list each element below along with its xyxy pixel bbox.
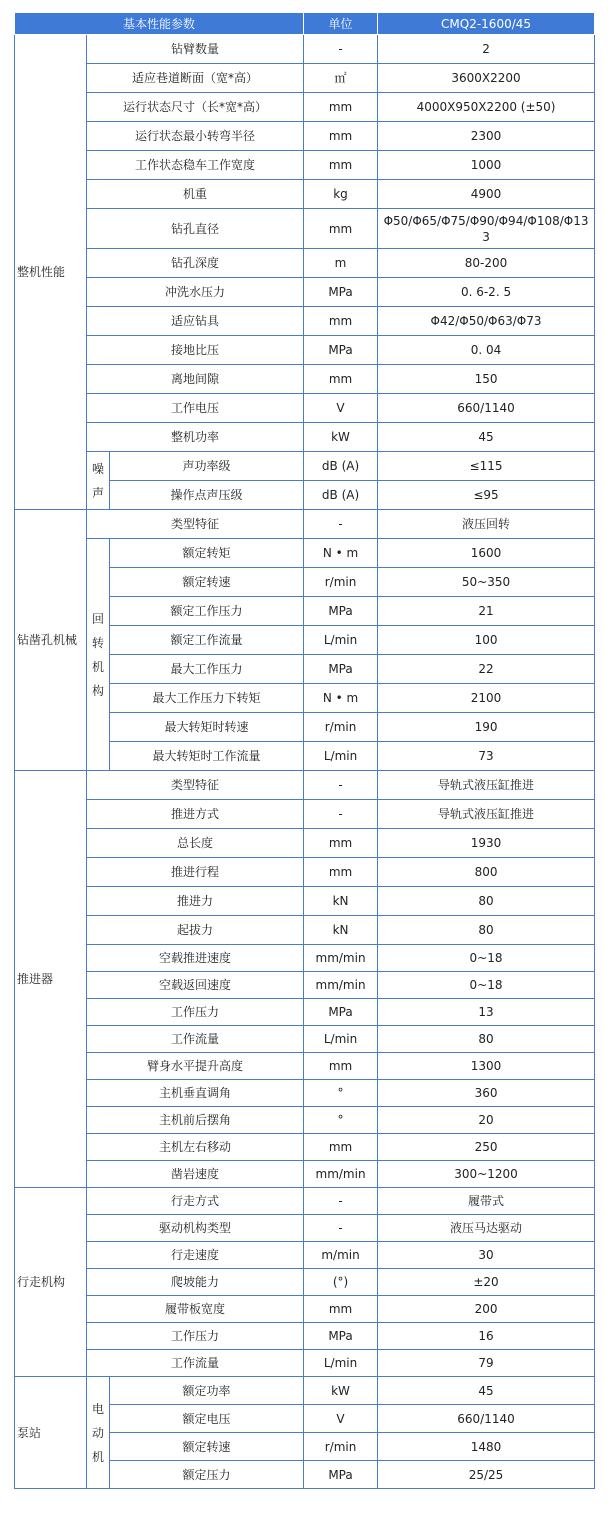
param-name-cell: 最大转矩时工作流量	[110, 742, 304, 771]
value-cell: ≤95	[378, 481, 595, 510]
table-row	[15, 180, 595, 209]
table-row	[15, 1107, 595, 1134]
param-name-cell: 主机左右移动	[87, 1134, 304, 1161]
value-cell: 79	[378, 1350, 595, 1377]
table-row	[15, 887, 595, 916]
value-cell: 2100	[378, 684, 595, 713]
value-cell: 45	[378, 423, 595, 452]
unit-cell: V	[304, 1405, 378, 1433]
value-cell: 80	[378, 916, 595, 945]
value-cell: 液压马达驱动	[378, 1215, 595, 1242]
value-cell: 4000X950X2200 (±50)	[378, 93, 595, 122]
value-cell: 导轨式液压缸推进	[378, 800, 595, 829]
value-cell: 1600	[378, 539, 595, 568]
category-cell: 钻凿孔机械	[15, 510, 87, 771]
value-cell: 1300	[378, 1053, 595, 1080]
param-name-cell: 额定转速	[110, 1433, 304, 1461]
table-row	[15, 829, 595, 858]
param-name-cell: 钻臂数量	[87, 35, 304, 64]
param-name-cell: 工作压力	[87, 1323, 304, 1350]
value-cell: 履带式	[378, 1188, 595, 1215]
value-cell: 0. 6-2. 5	[378, 278, 595, 307]
subcategory-cell	[87, 452, 110, 510]
table-row	[15, 1242, 595, 1269]
unit-cell: mm	[304, 1053, 378, 1080]
param-name-cell: 推进方式	[87, 800, 304, 829]
table-row	[15, 945, 595, 972]
param-name-cell: 额定功率	[110, 1377, 304, 1405]
unit-cell: -	[304, 771, 378, 800]
param-name-cell: 类型特征	[87, 771, 304, 800]
value-cell: 液压回转	[378, 510, 595, 539]
unit-cell: V	[304, 394, 378, 423]
spec-table-body	[15, 35, 595, 1489]
value-cell: 20	[378, 1107, 595, 1134]
unit-cell: dB (A)	[304, 481, 378, 510]
value-cell: 0. 04	[378, 336, 595, 365]
param-name-cell: 离地间隙	[87, 365, 304, 394]
unit-cell: MPa	[304, 655, 378, 684]
value-cell: 200	[378, 1296, 595, 1323]
table-row	[15, 916, 595, 945]
unit-cell: mm	[304, 307, 378, 336]
param-name-cell: 整机功率	[87, 423, 304, 452]
unit-cell: N • m	[304, 539, 378, 568]
param-name-cell: 履带板宽度	[87, 1296, 304, 1323]
unit-cell: ㎡	[304, 64, 378, 93]
unit-cell: -	[304, 800, 378, 829]
unit-cell: mm	[304, 1296, 378, 1323]
unit-cell: mm/min	[304, 972, 378, 999]
unit-cell: m/min	[304, 1242, 378, 1269]
unit-cell: mm	[304, 1134, 378, 1161]
header-param: 基本性能参数	[15, 13, 304, 35]
param-name-cell: 推进行程	[87, 858, 304, 887]
param-name-cell: 额定工作压力	[110, 597, 304, 626]
subcategory-label: 回转机构	[92, 611, 105, 698]
unit-cell: r/min	[304, 568, 378, 597]
unit-cell: mm	[304, 858, 378, 887]
table-header-row	[15, 13, 595, 35]
param-name-cell: 工作电压	[87, 394, 304, 423]
param-name-cell: 接地比压	[87, 336, 304, 365]
table-row	[15, 1269, 595, 1296]
value-cell: 100	[378, 626, 595, 655]
table-row	[15, 394, 595, 423]
table-row	[15, 64, 595, 93]
param-name-cell: 适应钻具	[87, 307, 304, 336]
table-row	[15, 1296, 595, 1323]
param-name-cell: 额定压力	[110, 1461, 304, 1489]
unit-cell: mm	[304, 209, 378, 249]
unit-cell: r/min	[304, 1433, 378, 1461]
param-name-cell: 声功率级	[110, 452, 304, 481]
value-cell: 660/1140	[378, 1405, 595, 1433]
table-row	[15, 800, 595, 829]
unit-cell: MPa	[304, 336, 378, 365]
param-name-cell: 凿岩速度	[87, 1161, 304, 1188]
param-name-cell: 最大转矩时转速	[110, 713, 304, 742]
param-name-cell: 额定转速	[110, 568, 304, 597]
param-name-cell: 行走速度	[87, 1242, 304, 1269]
param-name-cell: 行走方式	[87, 1188, 304, 1215]
unit-cell: mm/min	[304, 1161, 378, 1188]
table-row	[15, 365, 595, 394]
param-name-cell: 额定工作流量	[110, 626, 304, 655]
unit-cell: -	[304, 1188, 378, 1215]
value-cell: 660/1140	[378, 394, 595, 423]
header-model: CMQ2-1600/45	[378, 13, 595, 35]
table-row	[15, 278, 595, 307]
unit-cell: kg	[304, 180, 378, 209]
unit-cell: mm	[304, 122, 378, 151]
unit-cell: mm	[304, 93, 378, 122]
value-cell: 150	[378, 365, 595, 394]
unit-cell: L/min	[304, 1350, 378, 1377]
param-name-cell: 推进力	[87, 887, 304, 916]
table-row	[15, 999, 595, 1026]
value-cell: 2300	[378, 122, 595, 151]
category-cell: 整机性能	[15, 35, 87, 510]
unit-cell: L/min	[304, 626, 378, 655]
table-row	[15, 858, 595, 887]
table-row	[15, 452, 595, 481]
unit-cell: MPa	[304, 278, 378, 307]
category-cell: 推进器	[15, 771, 87, 1188]
unit-cell: MPa	[304, 1323, 378, 1350]
param-name-cell: 起拔力	[87, 916, 304, 945]
param-name-cell: 运行状态尺寸（长*宽*高）	[87, 93, 304, 122]
param-name-cell: 钻孔直径	[87, 209, 304, 249]
value-cell: 800	[378, 858, 595, 887]
value-cell: 50~350	[378, 568, 595, 597]
value-cell: 13	[378, 999, 595, 1026]
unit-cell: MPa	[304, 1461, 378, 1489]
param-name-cell: 最大工作压力下转矩	[110, 684, 304, 713]
table-row	[15, 151, 595, 180]
value-cell: 22	[378, 655, 595, 684]
value-cell: 导轨式液压缸推进	[378, 771, 595, 800]
table-row	[15, 93, 595, 122]
param-name-cell: 主机垂直调角	[87, 1080, 304, 1107]
value-cell: 300~1200	[378, 1161, 595, 1188]
param-name-cell: 工作压力	[87, 999, 304, 1026]
param-name-cell: 工作流量	[87, 1026, 304, 1053]
unit-cell: N • m	[304, 684, 378, 713]
unit-cell: m	[304, 249, 378, 278]
param-name-cell: 工作状态稳车工作宽度	[87, 151, 304, 180]
param-name-cell: 冲洗水压力	[87, 278, 304, 307]
subcategory-label: 噪声	[92, 461, 105, 500]
value-cell: Φ42/Φ50/Φ63/Φ73	[378, 307, 595, 336]
table-row	[15, 336, 595, 365]
value-cell: 4900	[378, 180, 595, 209]
unit-cell: °	[304, 1080, 378, 1107]
table-row	[15, 209, 595, 249]
value-cell: 21	[378, 597, 595, 626]
param-name-cell: 爬坡能力	[87, 1269, 304, 1296]
unit-cell: °	[304, 1107, 378, 1134]
table-row	[15, 1080, 595, 1107]
table-row	[15, 1026, 595, 1053]
value-cell: Φ50/Φ65/Φ75/Φ90/Φ94/Φ108/Φ133	[378, 209, 595, 249]
param-name-cell: 运行状态最小转弯半径	[87, 122, 304, 151]
table-row	[15, 1134, 595, 1161]
unit-cell: MPa	[304, 597, 378, 626]
param-name-cell: 类型特征	[87, 510, 304, 539]
value-cell: 16	[378, 1323, 595, 1350]
param-name-cell: 主机前后摆角	[87, 1107, 304, 1134]
value-cell: 3600X2200	[378, 64, 595, 93]
param-name-cell: 最大工作压力	[110, 655, 304, 684]
table-row	[15, 1377, 595, 1405]
table-row	[15, 972, 595, 999]
table-row	[15, 423, 595, 452]
unit-cell: mm	[304, 151, 378, 180]
table-row	[15, 307, 595, 336]
value-cell: 190	[378, 713, 595, 742]
table-row	[15, 771, 595, 800]
param-name-cell: 空载推进速度	[87, 945, 304, 972]
value-cell: ±20	[378, 1269, 595, 1296]
value-cell: 2	[378, 35, 595, 64]
unit-cell: kW	[304, 423, 378, 452]
unit-cell: dB (A)	[304, 452, 378, 481]
param-name-cell: 额定转矩	[110, 539, 304, 568]
value-cell: 1000	[378, 151, 595, 180]
table-row	[15, 1350, 595, 1377]
subcategory-label: 电动机	[92, 1401, 105, 1464]
value-cell: 73	[378, 742, 595, 771]
category-cell: 行走机构	[15, 1188, 87, 1377]
value-cell: 1930	[378, 829, 595, 858]
unit-cell: -	[304, 35, 378, 64]
unit-cell: kW	[304, 1377, 378, 1405]
unit-cell: kN	[304, 887, 378, 916]
table-row	[15, 539, 595, 568]
value-cell: 360	[378, 1080, 595, 1107]
unit-cell: -	[304, 1215, 378, 1242]
param-name-cell: 机重	[87, 180, 304, 209]
unit-cell: (°)	[304, 1269, 378, 1296]
value-cell: 250	[378, 1134, 595, 1161]
param-name-cell: 总长度	[87, 829, 304, 858]
value-cell: 0~18	[378, 972, 595, 999]
value-cell: 0~18	[378, 945, 595, 972]
value-cell: 25/25	[378, 1461, 595, 1489]
value-cell: 80-200	[378, 249, 595, 278]
param-name-cell: 驱动机构类型	[87, 1215, 304, 1242]
param-name-cell: 额定电压	[110, 1405, 304, 1433]
unit-cell: mm/min	[304, 945, 378, 972]
value-cell: 80	[378, 887, 595, 916]
subcategory-cell	[87, 539, 110, 771]
subcategory-cell	[87, 1377, 110, 1489]
value-cell: 45	[378, 1377, 595, 1405]
value-cell: 80	[378, 1026, 595, 1053]
param-name-cell: 操作点声压级	[110, 481, 304, 510]
spec-table	[14, 12, 595, 1489]
unit-cell: kN	[304, 916, 378, 945]
param-name-cell: 钻孔深度	[87, 249, 304, 278]
header-unit: 单位	[304, 13, 378, 35]
value-cell: ≤115	[378, 452, 595, 481]
unit-cell: -	[304, 510, 378, 539]
table-row	[15, 510, 595, 539]
table-row	[15, 1161, 595, 1188]
table-row	[15, 1215, 595, 1242]
category-cell: 泵站	[15, 1377, 87, 1489]
param-name-cell: 工作流量	[87, 1350, 304, 1377]
table-row	[15, 122, 595, 151]
unit-cell: MPa	[304, 999, 378, 1026]
table-row	[15, 1053, 595, 1080]
param-name-cell: 臂身水平提升高度	[87, 1053, 304, 1080]
table-row	[15, 1323, 595, 1350]
unit-cell: mm	[304, 829, 378, 858]
table-row	[15, 1188, 595, 1215]
param-name-cell: 适应巷道断面（宽*高）	[87, 64, 304, 93]
value-cell: 30	[378, 1242, 595, 1269]
unit-cell: mm	[304, 365, 378, 394]
table-row	[15, 249, 595, 278]
table-row	[15, 35, 595, 64]
unit-cell: L/min	[304, 742, 378, 771]
value-cell: 1480	[378, 1433, 595, 1461]
param-name-cell: 空载返回速度	[87, 972, 304, 999]
unit-cell: r/min	[304, 713, 378, 742]
unit-cell: L/min	[304, 1026, 378, 1053]
